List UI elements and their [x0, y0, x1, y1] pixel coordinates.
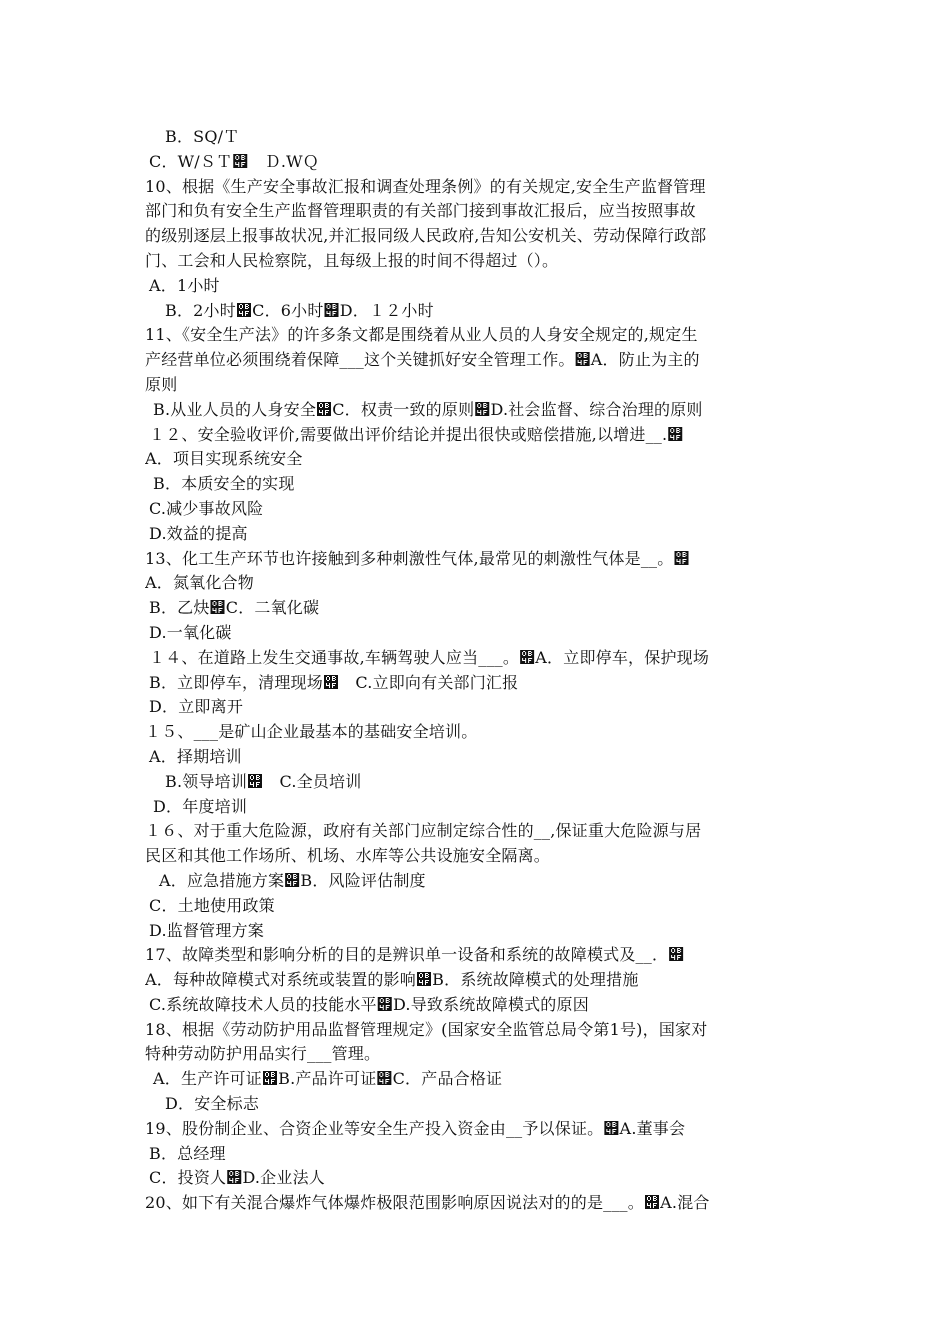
text-line: 10、根据《生产安全事故汇报和调查处理条例》的有关规定,安全生产监督管理 [145, 176, 706, 196]
text-line: B.领导培训୏ C.全员培训 [165, 771, 362, 791]
text-line: B．2小时୏C．6小时୏D．１２小时 [165, 300, 434, 320]
text-line: 门、工会和人民检察院，且每级上报的时间不得超过（）。 [145, 250, 559, 270]
text-line: 17、故障类型和影响分析的目的是辨识单一设备和系统的故障模式及__．୏ [145, 945, 685, 965]
text-line: 产经营单位必须围绕着保障___这个关键抓好安全管理工作。୏A．防止为主的 [145, 350, 700, 370]
text-line: 的级别逐层上报事故状况,并汇报同级人民政府,告知公安机关、劳动保障行政部 [145, 226, 707, 246]
text-line: B．总经理 [149, 1143, 226, 1163]
text-line: 民区和其他工作场所、机场、水库等公共设施安全隔离。 [145, 846, 551, 866]
text-line: A．应急措施方案୏B．风险评估制度 [159, 870, 426, 890]
text-line: １２、安全验收评价,需要做出评价结论并提出很快或赔偿措施,以增进__.୏ [149, 424, 684, 444]
text-line: 11、《安全生产法》的许多条文都是围绕着从业人员的人身安全规定的,规定生 [145, 325, 698, 345]
text-line: １４、在道路上发生交通事故,车辆驾驶人应当___。୏A．立即停车，保护现场 [149, 647, 710, 667]
text-line: １５、___是矿山企业最基本的基础安全培训。 [145, 722, 478, 742]
document-body [145, 125, 810, 1216]
text-line: D.效益的提高 [149, 523, 248, 543]
text-line: A．项目实现系统安全 [145, 449, 303, 469]
text-line: A．择期培训 [149, 746, 242, 766]
text-line: C.系统故障技术人员的技能水平୏D.导致系统故障模式的原因 [149, 994, 589, 1014]
text-line: C.减少事故风险 [149, 498, 264, 518]
text-line: 原则 [145, 374, 178, 394]
text-line: D.监督管理方案 [149, 920, 264, 940]
text-line: C．投资人୏D.企业法人 [149, 1168, 325, 1188]
text-line: 部门和负有安全生产监督管理职责的有关部门接到事故汇报后，应当按照事故 [145, 201, 696, 221]
text-line: A．氮氧化合物 [145, 573, 254, 593]
text-line: 19、股份制企业、合资企业等安全生产投入资金由__予以保证。୏A.董事会 [145, 1118, 686, 1138]
text-line: C．W/ＳＴ୏ Ｄ.WＱ [149, 151, 320, 171]
text-line: D．年度培训 [153, 796, 248, 816]
text-line: A．每种故障模式对系统或装置的影响୏B．系统故障模式的处理措施 [145, 970, 639, 990]
text-line: A．1小时 [149, 275, 220, 295]
text-line: B．乙炔୏C．二氧化碳 [149, 598, 320, 618]
text-line: B．本质安全的实现 [153, 474, 295, 494]
text-line: B．立即停车，清理现场୏ C.立即向有关部门汇报 [149, 672, 519, 692]
text-line: D．安全标志 [165, 1094, 260, 1114]
text-line: B．SQ/Ｔ [165, 127, 240, 146]
text-line: A．生产许可证୏B.产品许可证୏C．产品合格证 [153, 1069, 503, 1089]
text-line: 特种劳动防护用品实行___管理。 [145, 1044, 381, 1064]
text-line: 20、如下有关混合爆炸气体爆炸极限范围影响原因说法对的的是___。୏A.混合 [145, 1193, 710, 1213]
text-line: １６、对于重大危险源，政府有关部门应制定综合性的__,保证重大危险源与居 [145, 821, 702, 841]
text-line: D.一氧化碳 [149, 622, 232, 642]
text-line: 13、化工生产环节也许接触到多种刺激性气体,最常见的刺激性气体是__。୏ [145, 548, 690, 568]
text-line: D．立即离开 [149, 697, 244, 717]
text-line: C．土地使用政策 [149, 895, 275, 915]
text-line: 18、根据《劳动防护用品监督管理规定》(国家安全监管总局令第1号)，国家对 [145, 1019, 708, 1039]
text-line: B.从业人员的人身安全୏C．权责一致的原则୏D.社会监督、综合治理的原则 [153, 399, 703, 419]
